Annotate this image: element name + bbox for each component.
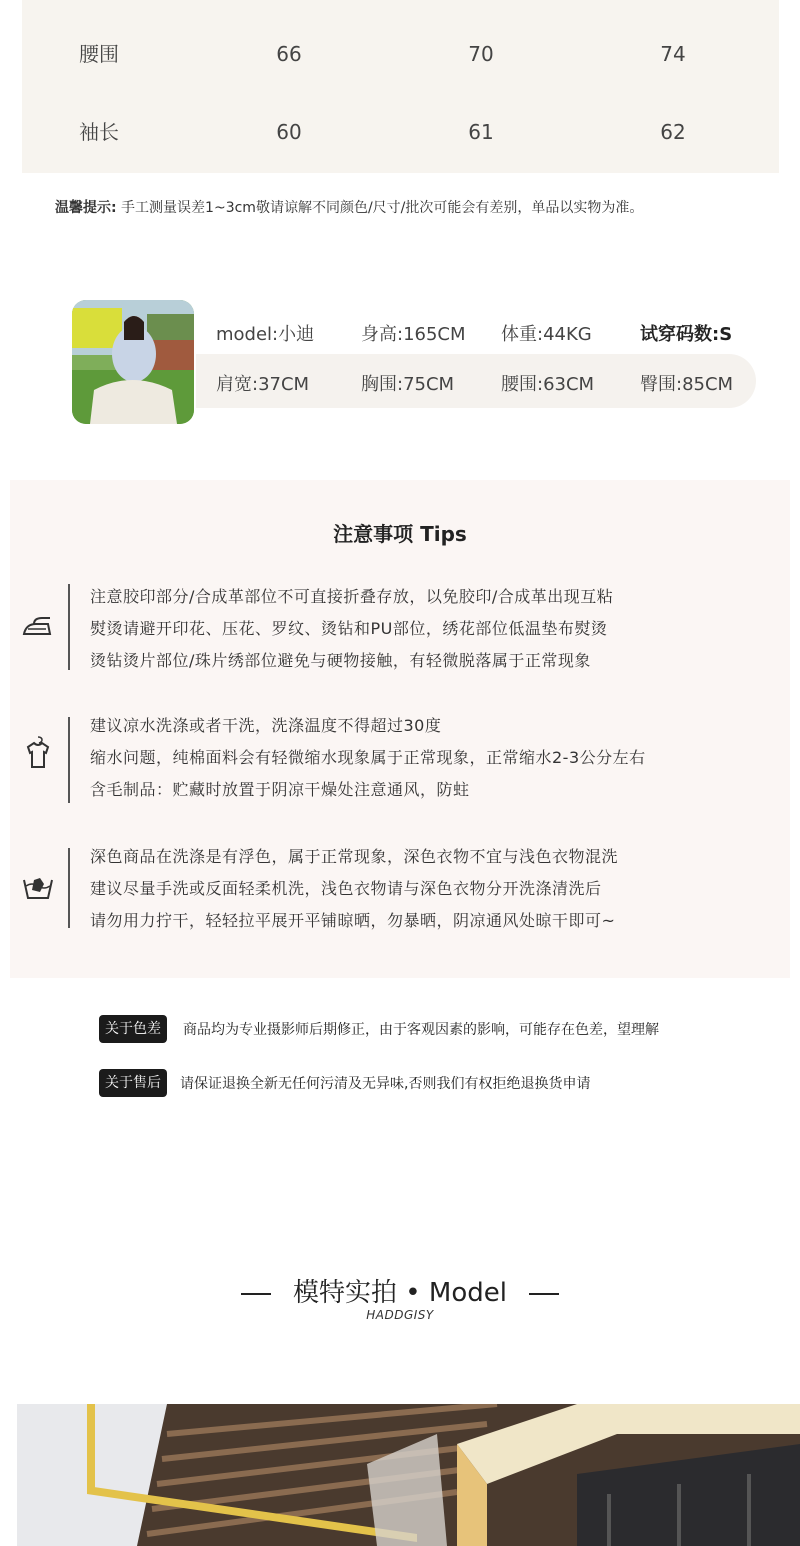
model-hip: 臀围:85CM <box>640 374 734 395</box>
size-value: 74 <box>660 42 686 66</box>
tip-line: 建议尽量手洗或反面轻柔机洗，浅色衣物请与深色衣物分开洗涤清洗后 <box>90 879 602 898</box>
iron-icon <box>18 608 58 648</box>
model-section-title <box>0 1272 800 1309</box>
divider <box>68 848 70 928</box>
size-value: 70 <box>468 42 494 66</box>
note-badge: 关于色差 <box>99 1015 167 1043</box>
size-value: 61 <box>468 120 494 144</box>
size-value: 66 <box>276 42 302 66</box>
model-height: 身高:165CM <box>361 324 466 345</box>
model-chest: 胸围:75CM <box>361 374 455 395</box>
size-row-waist <box>22 34 779 74</box>
model-weight: 体重:44KG <box>501 324 592 345</box>
model-waist: 腰围:63CM <box>501 374 595 395</box>
size-table <box>22 0 779 173</box>
notice-text: 手工测量误差1~3cm敬请谅解不同颜色/尺寸/批次可能会有差别，单品以实物为准。 <box>116 200 644 216</box>
model-name: model:小迪 <box>216 324 315 345</box>
tip-line: 请勿用力拧干，轻轻拉平展开平铺晾晒，勿暴晒，阴凉通风处晾干即可~ <box>90 911 616 930</box>
brand-subtitle: HADDGISY <box>366 1308 434 1322</box>
tip-line: 缩水问题，纯棉面料会有轻微缩水现象属于正常现象，正常缩水2-3公分左右 <box>90 748 646 767</box>
note-text: 请保证退换全新无任何污清及无异味,否则我们有权拒绝退换货申请 <box>180 1076 591 1092</box>
model-section-title-text: 模特实拍 • Model <box>293 1278 507 1308</box>
divider <box>68 717 70 803</box>
note-badge: 关于售后 <box>99 1069 167 1097</box>
tips-title: 注意事项 Tips <box>333 522 467 546</box>
dash-left <box>241 1293 271 1295</box>
divider <box>68 584 70 670</box>
model-photo <box>17 1404 800 1546</box>
measurement-notice <box>55 197 643 217</box>
hand-wash-icon <box>18 866 58 906</box>
tip-line: 注意胶印部分/合成革部位不可直接折叠存放，以免胶印/合成革出现互粘 <box>90 587 614 606</box>
tip-line: 含毛制品：贮藏时放置于阴凉干燥处注意通风，防蛀 <box>90 780 470 799</box>
row-label: 袖长 <box>79 120 119 144</box>
size-row-sleeve <box>22 112 779 152</box>
model-size: 试穿码数:S <box>640 324 733 345</box>
note-text: 商品均为专业摄影师后期修正，由于客观因素的影响，可能存在色差，望理解 <box>183 1022 659 1038</box>
size-value: 62 <box>660 120 686 144</box>
model-thumbnail <box>72 300 194 424</box>
dash-right <box>529 1293 559 1295</box>
tip-line: 熨烫请避开印花、压花、罗纹、烫钻和PU部位，绣花部位低温垫布熨烫 <box>90 619 608 638</box>
care-tips-panel <box>10 480 790 978</box>
row-label: 腰围 <box>79 42 119 66</box>
tip-line: 烫钻烫片部位/珠片绣部位避免与硬物接触，有轻微脱落属于正常现象 <box>90 651 591 670</box>
tip-line: 深色商品在洗涤是有浮色，属于正常现象，深色衣物不宜与浅色衣物混洗 <box>90 847 619 866</box>
size-value: 60 <box>276 120 302 144</box>
model-shoulder: 肩宽:37CM <box>216 374 310 395</box>
shirt-care-icon <box>18 735 58 775</box>
notice-label: 温馨提示: <box>55 200 117 216</box>
tip-line: 建议凉水洗涤或者干洗，洗涤温度不得超过30度 <box>90 716 442 735</box>
